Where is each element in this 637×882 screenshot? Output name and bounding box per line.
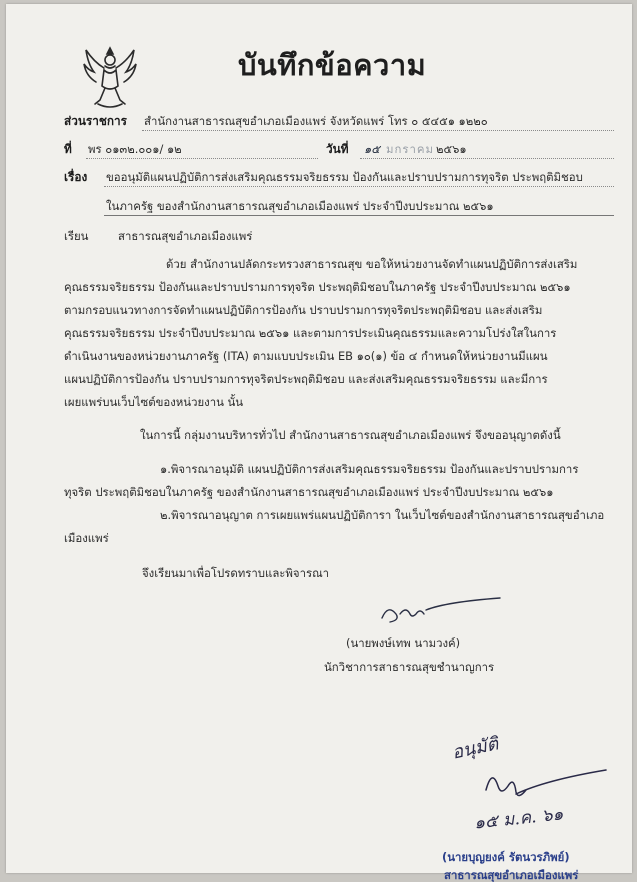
request-item-2-cont: เมืองแพร่ bbox=[64, 531, 109, 545]
memo-page bbox=[6, 4, 632, 882]
body-line: ดำเนินงานของหน่วยงานภาครัฐ (ITA) ตามแบบประเมิน EB ๑๐(๑) ข้อ ๔ กำหนดให้หน่วยงานมีแผน bbox=[64, 349, 548, 363]
subject-line-1: ขออนุมัติแผนปฏิบัติการส่งเสริมคุณธรรมจริยธรรม ป้องกันและปราบปรามการทุจริต ประพฤติมิชอบ bbox=[106, 170, 583, 184]
signatory-name: (นายพงษ์เทพ นามวงค์) bbox=[346, 636, 461, 650]
request-intro: ในการนี้ กลุ่มงานบริหารทั่วไป สำนักงานสาธารณสุขอำเภอเมืองแพร่ จึงขออนุญาตดังนี้ bbox=[140, 428, 561, 442]
to-value: สาธารณสุขอำเภอเมืองแพร่ bbox=[118, 229, 253, 243]
agency-underline bbox=[142, 130, 614, 131]
ref-label: ที่ bbox=[64, 142, 72, 156]
approver-signature-scribble bbox=[476, 760, 616, 810]
memo-title: บันทึกข้อความ bbox=[238, 48, 427, 82]
body-line: เผยแพร่บนเว็บไซต์ของหน่วยงาน นั้น bbox=[64, 395, 244, 409]
date-day: ๑๕ bbox=[364, 142, 380, 156]
approver-stamp-name: (นายบุญยงค์ รัตนวรภิพย์) bbox=[442, 850, 570, 864]
signature-scribble bbox=[374, 594, 504, 630]
handwritten-approval-date: ๑๕ ม.ค. ๖๑ bbox=[473, 804, 565, 834]
signatory-position: นักวิชาการสาธารณสุขชำนาญการ bbox=[324, 660, 495, 674]
garuda-emblem-icon bbox=[78, 44, 142, 110]
request-item-1-cont: ทุจริต ประพฤติมิชอบในภาครัฐ ของสำนักงานสาธารณสุขอำเภอเมืองแพร่ ประจำปีงบประมาณ ๒๕๖๑ bbox=[64, 485, 554, 499]
body-line: แผนปฏิบัติการป้องกัน ปราบปรามการทุจริตประพฤติมิชอบ และส่งเสริมคุณธรรมจริยธรรม และมีการ bbox=[64, 372, 548, 386]
ref-underline bbox=[86, 158, 318, 159]
subject-underline-1 bbox=[104, 186, 614, 187]
agency-label: ส่วนราชการ bbox=[64, 114, 127, 128]
subject-underline-2 bbox=[104, 215, 614, 216]
agency-value: สำนักงานสาธารณสุขอำเภอเมืองแพร่ จังหวัดแพร่ โทร ๐ ๕๔๕๑ ๑๒๒๐ bbox=[144, 114, 488, 128]
date-year: ๒๕๖๑ bbox=[436, 142, 467, 156]
subject-label: เรื่อง bbox=[64, 170, 88, 184]
request-item-2: ๒.พิจารณาอนุญาต การเผยแพร่แผนปฏิบัติการา ในเว็บไซต์ของสำนักงานสาธารณสุขอำเภอ bbox=[160, 508, 605, 522]
body-line: ด้วย สำนักงานปลัดกระทรวงสาธารณสุข ขอให้หน่วยงานจัดทำแผนปฏิบัติการส่งเสริม bbox=[166, 257, 578, 271]
body-line: ตามกรอบแนวทางการจัดทำแผนปฏิบัติการป้องกัน ปราบปรามการทุจริตประพฤติมิชอบ และส่งเสริม bbox=[64, 303, 543, 317]
date-underline bbox=[360, 158, 614, 159]
to-label: เรียน bbox=[64, 229, 89, 243]
ref-value: พร ๐๑๓๒.๐๐๑/ ๑๒ bbox=[88, 142, 182, 156]
body-line: คุณธรรมจริยธรรม ป้องกันและปราบปรามการทุจริต ประพฤติมิชอบในภาครัฐ ประจำปีงบประมาณ ๒๕๖๑ bbox=[64, 280, 571, 294]
subject-line-2: ในภาครัฐ ของสำนักงานสาธารณสุขอำเภอเมืองแพร่ ประจำปีงบประมาณ ๒๕๖๑ bbox=[106, 199, 494, 213]
request-item-1: ๑.พิจารณาอนุมัติ แผนปฏิบัติการส่งเสริมคุณธรรมจริยธรรม ป้องกันและปราบปรามการ bbox=[160, 462, 579, 476]
handwritten-approve: อนุมัติ bbox=[450, 733, 501, 764]
date-month: มกราคม bbox=[386, 142, 435, 156]
approver-stamp-position: สาธารณสุขอำเภอเมืองแพร่ bbox=[444, 868, 579, 882]
date-label: วันที่ bbox=[326, 142, 349, 156]
closing-line: จึงเรียนมาเพื่อโปรดทราบและพิจารณา bbox=[142, 566, 330, 580]
body-line: คุณธรรมจริยธรรม ประจำปีงบประมาณ ๒๕๖๑ และตามการประเมินคุณธรรมและความโปร่งใสในการ bbox=[64, 326, 557, 340]
